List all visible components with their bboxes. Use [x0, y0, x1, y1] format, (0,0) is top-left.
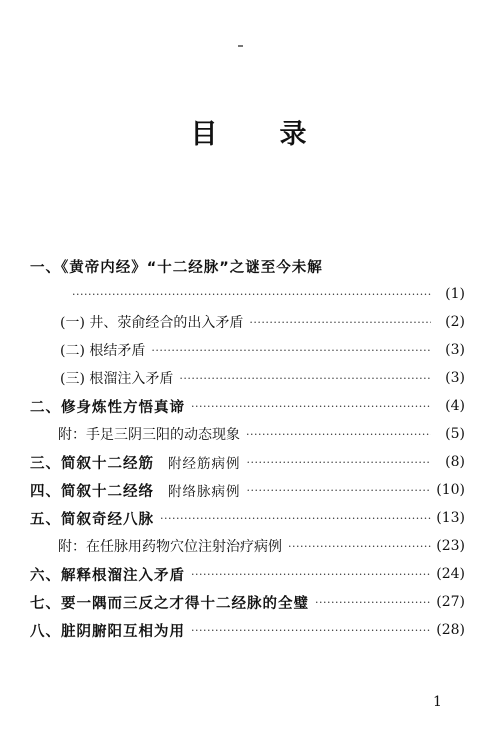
toc-entry-label: 八、脏阴腑阳互相为用 [30, 623, 185, 640]
dot-leader [72, 289, 431, 300]
dot-leader [315, 597, 431, 608]
toc-entry[interactable] [30, 336, 465, 364]
toc-entry-label: 六、解释根溜注入矛盾 [30, 567, 185, 584]
toc-entry[interactable] [30, 280, 465, 308]
toc-entry[interactable] [30, 504, 465, 532]
toc-entry-note: 附络脉病例 [168, 484, 241, 500]
toc-entry[interactable] [30, 392, 465, 420]
toc-entry-label: 二、修身炼性方悟真谛 [30, 399, 185, 416]
toc-entry-label: 三、简叙十二经筋 [30, 455, 154, 472]
toc-entry[interactable] [30, 476, 465, 504]
toc-entry-page: (13) [436, 510, 465, 526]
toc-entry-label: (二) 根结矛盾 [60, 343, 146, 359]
toc-entry-page: (1) [445, 286, 465, 302]
title-char-1: 目 [190, 119, 218, 150]
toc-entry[interactable] [30, 616, 465, 644]
toc-entry-label: 七、要一隅而三反之才得十二经脉的全璧 [30, 595, 309, 612]
dot-leader [288, 541, 431, 552]
toc-entry[interactable] [30, 364, 465, 392]
toc-entry[interactable] [30, 588, 465, 616]
toc-entry-page: (3) [445, 370, 465, 386]
toc-entry-page: (4) [445, 398, 465, 414]
toc-entry[interactable] [30, 420, 465, 448]
toc-entry-label: 四、简叙十二经络 [30, 483, 154, 500]
dot-leader [151, 345, 431, 356]
toc-entry-page: (5) [445, 426, 465, 442]
dot-leader [247, 485, 432, 496]
toc-entry-page: (28) [436, 622, 465, 638]
toc-entry[interactable] [30, 448, 465, 476]
page-title [0, 112, 497, 151]
dot-leader [246, 429, 431, 440]
toc-entry[interactable] [30, 560, 465, 588]
scan-mark [238, 45, 243, 47]
dot-leader [247, 457, 432, 468]
toc-entry-page: (2) [445, 314, 465, 330]
dot-leader [191, 401, 431, 412]
toc-entry-page: (3) [445, 342, 465, 358]
toc-entry[interactable] [30, 308, 465, 336]
dot-leader [179, 373, 431, 384]
toc-entry-label: 附：手足三阴三阳的动态现象 [58, 427, 240, 443]
toc-entry-page: (10) [436, 482, 465, 498]
toc-entry-label: 五、简叙奇经八脉 [30, 511, 154, 528]
toc-entry-page: (27) [436, 594, 465, 610]
dot-leader [191, 625, 431, 636]
toc-entry-page: (8) [445, 454, 465, 470]
toc-entry-page: (24) [436, 566, 465, 582]
toc-entry-label: 附：在任脉用药物穴位注射治疗病例 [58, 539, 282, 555]
toc-entry-note: 附经筋病例 [168, 456, 241, 472]
toc-entry-page: (23) [436, 538, 465, 554]
toc-entry-label: (三) 根溜注入矛盾 [60, 371, 174, 387]
dot-leader [249, 317, 431, 328]
toc-entry-label: 一、《黄帝内经》“十二经脉”之谜至今未解 [30, 259, 323, 276]
table-of-contents [30, 252, 465, 644]
dot-leader [191, 569, 431, 580]
page-number: 1 [433, 694, 442, 710]
title-char-2: 录 [279, 119, 307, 150]
toc-entry[interactable] [30, 252, 465, 280]
dot-leader [160, 513, 431, 524]
toc-entry-label: (一) 井、荥俞经合的出入矛盾 [60, 315, 244, 331]
toc-entry[interactable] [30, 532, 465, 560]
